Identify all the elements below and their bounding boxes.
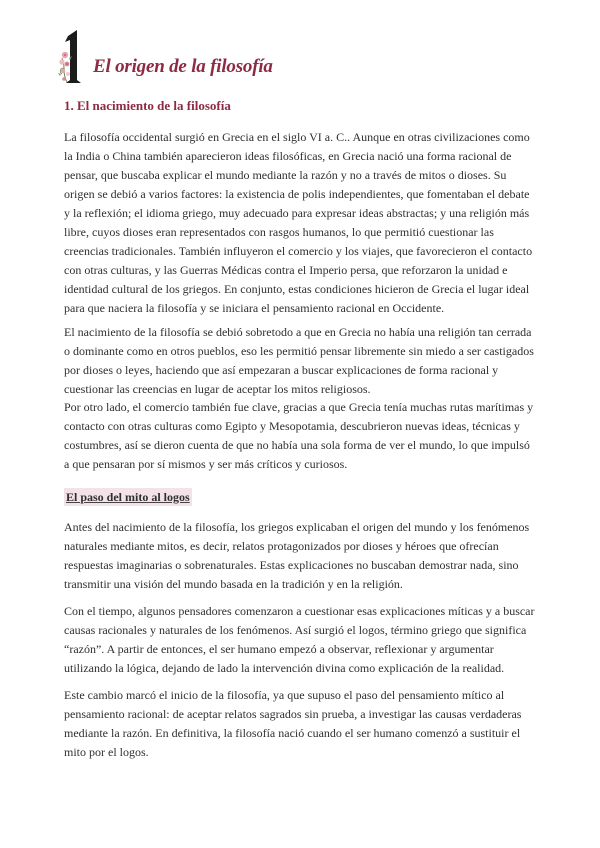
subsection-heading: El paso del mito al logos [66, 490, 190, 504]
chapter-header [58, 28, 358, 92]
floral-ornament [58, 52, 72, 82]
chapter-title: El origen de la filosofía [93, 56, 273, 77]
section-heading: 1. El nacimiento de la filosofía [64, 98, 231, 113]
paragraph-comercio: Por otro lado, el comercio también fue clave, gracias a que Grecia tenía muchas rutas marítimas y contacto con otras culturas como Egipto y Mesopotamia, descubrieron nuevas ideas, técnicas y costumbres, así se dieron cuenta de que no había una sola forma de ver el mundo, lo que impulsó a que pensaran por sí mismos y ser más críticos y curiosos. [64, 400, 534, 471]
paragraph-origen: La filosofía occidental surgió en Grecia en el siglo VI a. C.. Aunque en otras civilizaciones como la India o China también aparecieron ideas filosóficas, en Grecia nació una forma racional de pensar, que buscaba explicar el mundo mediante la razón y no a través de mitos o dioses. Su origen se debió a varios factores: la existencia de polis independientes, que fomentaban el debate y la reflexión; el idioma griego, muy adecuado para expresar ideas abstractas; y una religión más libre, cuyos dioses eran representados con rasgos humanos, lo que permitió cuestionar las creencias tradicionales. También influyeron el comercio y los viajes, que favorecieron el contacto con otras culturas, y las Guerras Médicas contra el Imperio persa, que reforzaron la unidad e identidad cultural de los griegos. En conjunto, estas condiciones hicieron de Grecia el lugar ideal para que naciera la filosofía y se iniciara el pensamiento racional en Occidente. [64, 130, 533, 315]
paragraph-logos: Con el tiempo, algunos pensadores comenzaron a cuestionar esas explicaciones míticas y a buscar causas racionales y naturales de los fenómenos. Así surgió el logos, término griego que significa “razón”. A partir de entonces, el ser humano empezó a observar, reflexionar y argumentar utilizando la lógica, dejando de lado la intervención divina como explicación de la realidad. [64, 604, 535, 675]
floral-number-one-icon [58, 28, 88, 90]
paragraph-cambio: Este cambio marcó el inicio de la filosofía, ya que supuso el paso del pensamiento mítico al pensamiento racional: de aceptar relatos sagrados sin prueba, a investigar las causas verdaderas mediante la razón. En definitiva, la filosofía nació cuando el ser humano comenzó a sustituir el mito por el logos. [64, 688, 522, 759]
paragraph-religion: El nacimiento de la filosofía se debió sobretodo a que en Grecia no había una religión tan cerrada o dominante como en otros pueblos, eso les permitió pensar libremente sin miedo a ser castigados por dioses o leyes, haciendo que así empezaran a buscar explicaciones de forma racional y cuestionar las creencias en lugar de aceptar los mitos religiosos. [64, 325, 534, 396]
paragraph-mitos: Antes del nacimiento de la filosofía, los griegos explicaban el origen del mundo y los fenómenos naturales mediante mitos, es decir, relatos protagonizados por dioses y héroes que ofrecían respuestas imaginarias o sobrenaturales. Estas explicaciones no buscaban demostrar nada, sino transmitir una visión del mundo basada en la tradición y en la religión. [64, 520, 530, 591]
